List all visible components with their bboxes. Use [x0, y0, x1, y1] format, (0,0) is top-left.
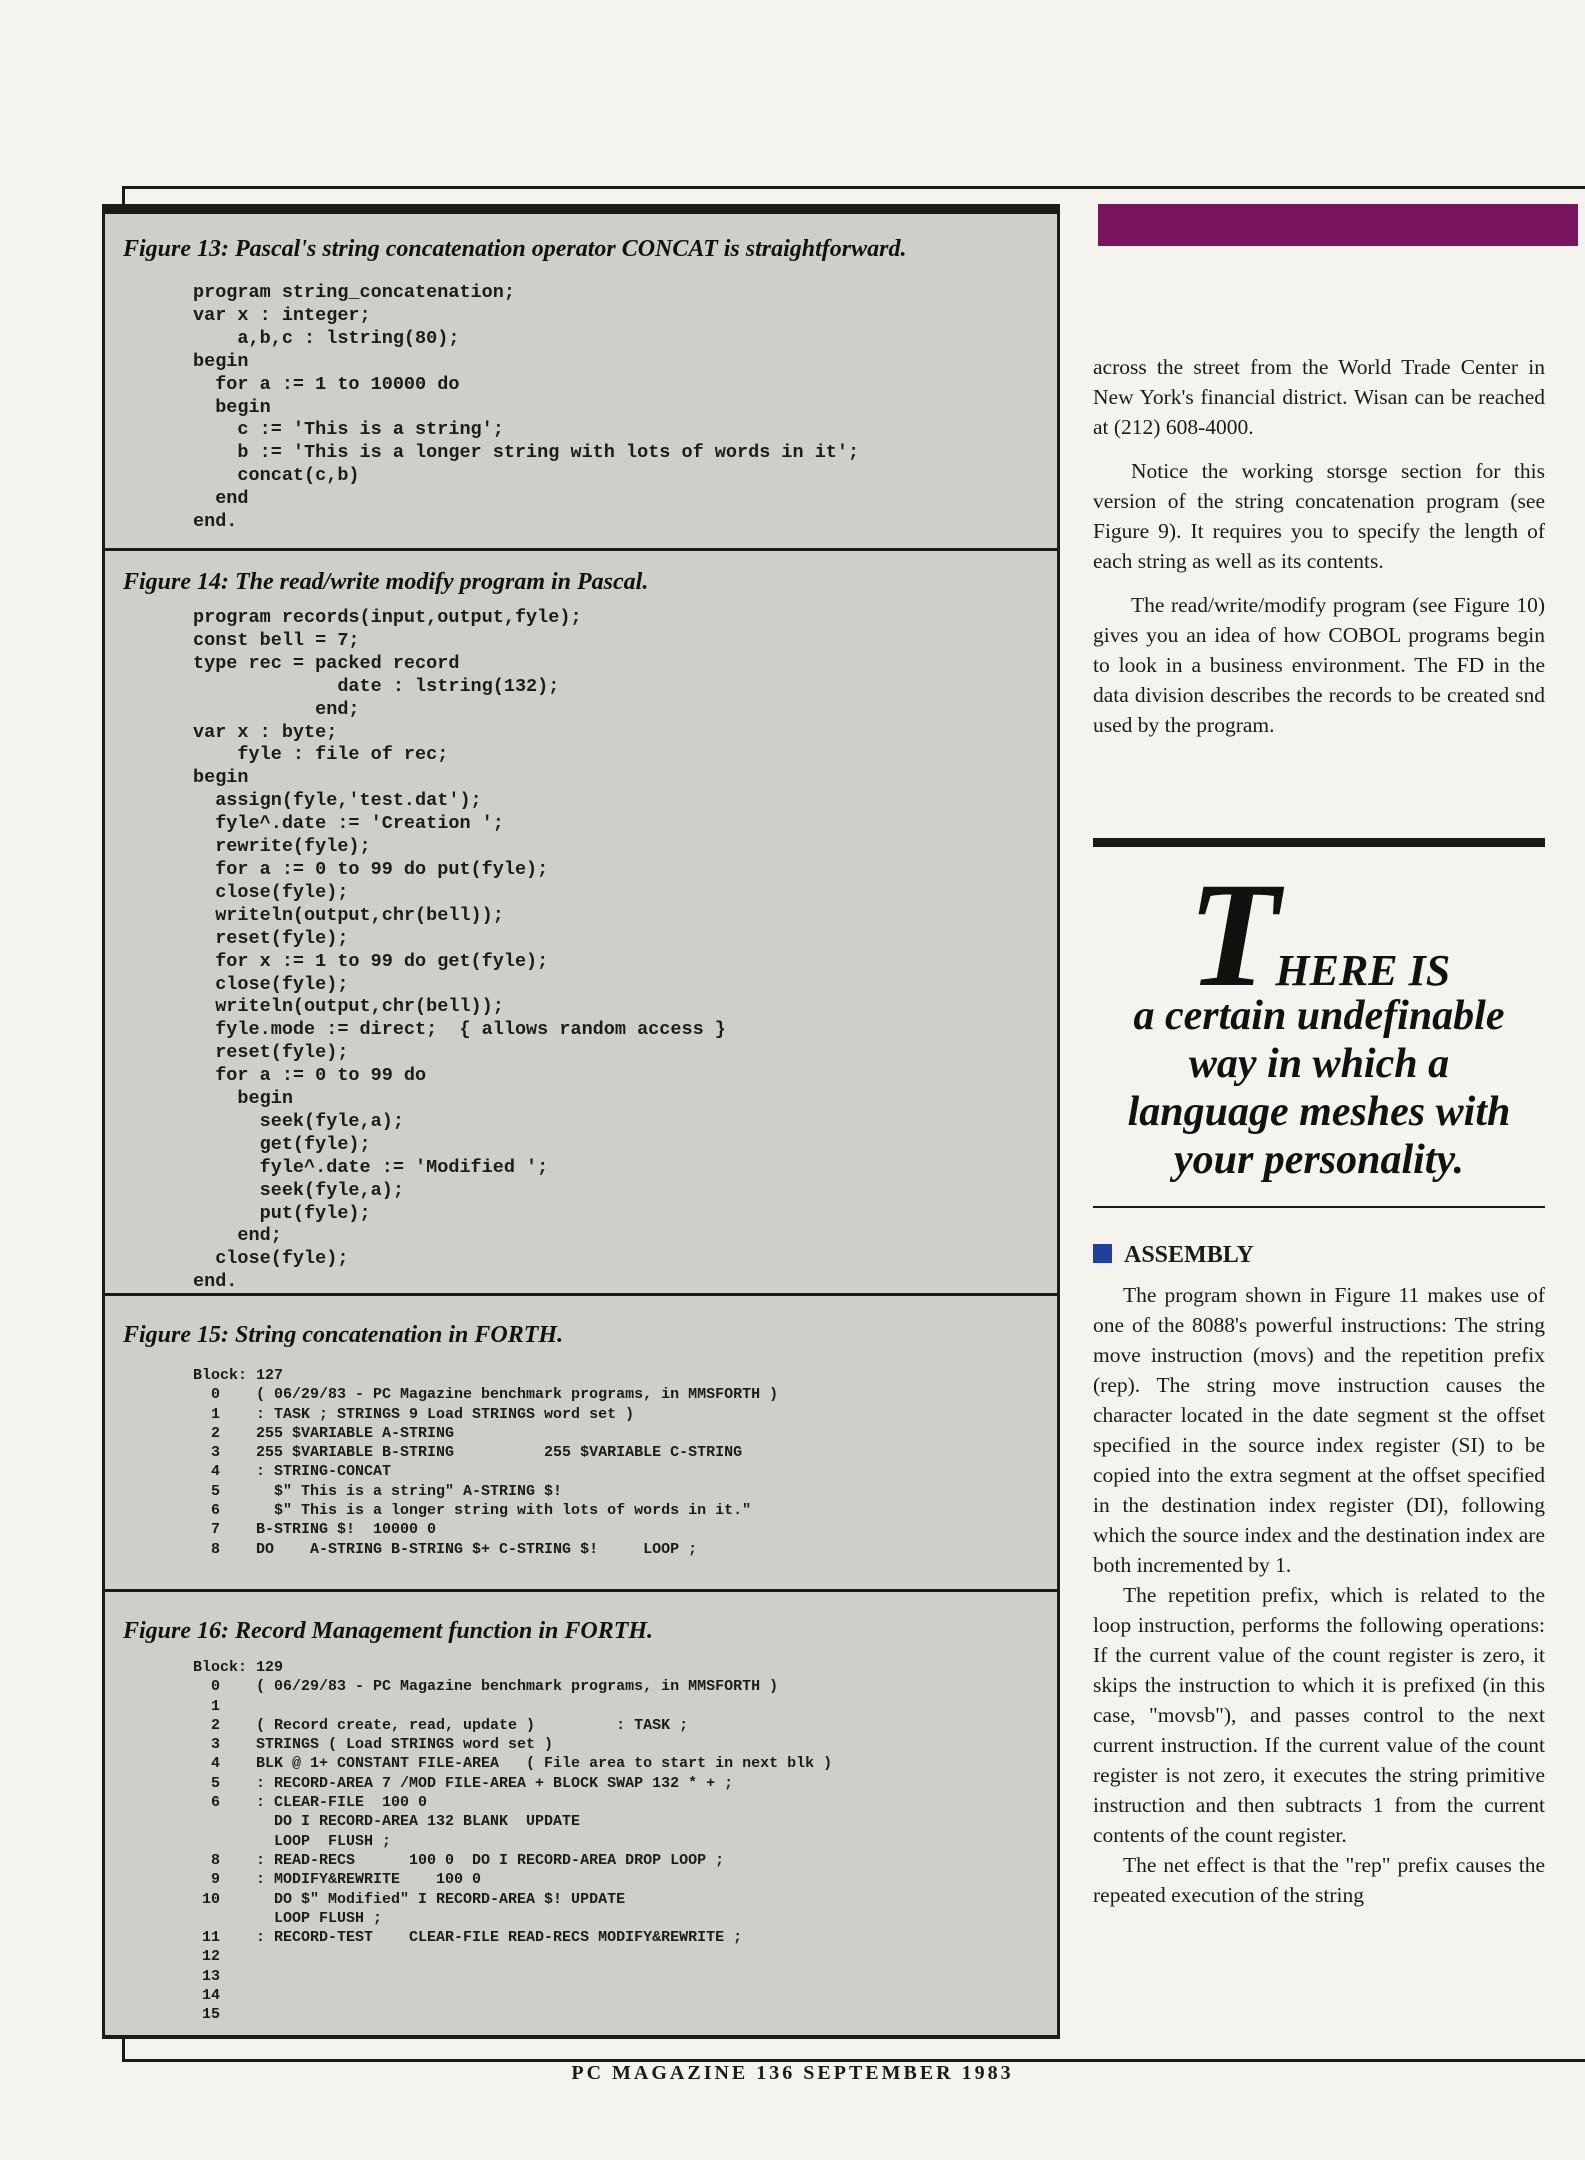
pullquote-top-rule [1093, 838, 1545, 847]
top-rule [122, 186, 1585, 189]
paragraph-5: The repetition prefix, which is related to the loop instruction, performs the following operations: If the current value of the count register is zero, it skips the instruction to which it is prefixed (in this case, "movsb"), and passes control to the next current instruction. If the current value of the count register is not zero, it executes the string primitive instruction and then subtracts 1 from the current contents of the count register. [1093, 1583, 1545, 1847]
figure-13-code: program string_concatenation; var x : integer; a,b,c : lstring(80); begin for a := 1 to 10000 do begin c := 'This is a string'; b := 'This is a longer string with lots of words in it'; concat(c,b) end end. [193, 282, 860, 533]
figure-16 [102, 1592, 1060, 2035]
figures-top-bar [102, 204, 1060, 214]
figure-13 [102, 214, 1060, 548]
figure-15 [102, 1296, 1060, 1589]
figures-bottom-bar [102, 2035, 1060, 2039]
paragraph-1: across the street from the World Trade Center in New York's financial district. Wisan can be reached at (212) 608-4000. [1093, 355, 1545, 439]
pull-quote-line-3: way in which a [1188, 1041, 1450, 1087]
bullet-square-icon [1093, 1244, 1112, 1263]
figure-16-caption: Figure 16: Record Management function in FORTH. [123, 1618, 654, 1644]
figure-16-code: Block: 129 0 ( 06/29/83 - PC Magazine benchmark programs, in MMSFORTH ) 1 2 ( Record create, read, update ) : TASK ; 3 STRINGS ( Load STRINGS word set ) 4 BLK @ 1+ CONSTANT FILE-AREA ( File area to start in next blk ) 5 : RECORD-AREA 7 /MOD FILE-AREA + BLOCK SWAP 132 * + ; 6 : CLEAR-FILE 100 0 DO I RECORD-AREA 132 BLANK UPDATE LOOP FLUSH ; 8 : READ-RECS 100 0 DO I RECORD-AREA DROP LOOP ; 9 : MODIFY&REWRITE 100 0 10 DO $" Modified" I RECORD-AREA $! UPDATE LOOP FLUSH ; 11 : RECORD-TEST CLEAR-FILE READ-RECS MODIFY&REWRITE ; 12 13 14 15 [193, 1659, 833, 2024]
paragraph-3: The read/write/modify program (see Figure 10) gives you an idea of how COBOL programs begin to look in a business environment. The FD in the data division describes the records to be created snd used by the program. [1093, 593, 1545, 737]
page-footer: PC MAGAZINE 136 SEPTEMBER 1983 [571, 2062, 1014, 2084]
figure-14-caption: Figure 14: The read/write modify program in Pascal. [123, 569, 649, 595]
figure-14 [102, 551, 1060, 1293]
article-upper [1093, 352, 1545, 740]
paragraph-4: The program shown in Figure 11 makes use of one of the 8088's powerful instructions: The string move instruction (movs) and the repetition prefix (rep). The string move instruction causes the character located in the date segment st the offset specified in the source index register (SI) to be copied into the extra segment at the offset specified in the destination index register (DI), following which the source index and the destination index are both incremented by 1. [1093, 1283, 1545, 1577]
pull-quote-line-5: your personality. [1173, 1137, 1465, 1183]
color-band [1098, 204, 1578, 246]
paragraph-6: The net effect is that the "rep" prefix causes the repeated execution of the string [1093, 1853, 1545, 1907]
pull-quote-line-4: language meshes with [1127, 1089, 1511, 1135]
pull-quote-line-2: a certain undefinable [1133, 993, 1505, 1039]
figure-15-caption: Figure 15: String concatenation in FORTH. [123, 1322, 564, 1348]
figure-14-code: program records(input,output,fyle); const bell = 7; type rec = packed record date : lstring(132); end; var x : byte; fyle : file of rec; begin assign(fyle,'test.dat'); fyle^.date := 'Creation '; rewrite(fyle); for a := 0 to 99 do put(fyle); close(fyle); writeln(output,chr(bell)); reset(fyle); for x := 1 to 99 do get(fyle); close(fyle); writeln(output,chr(bell)); fyle.mode := direct; { allows random access } reset(fyle); for a := 0 to 99 do begin seek(fyle,a); get(fyle); fyle^.date := 'Modified '; seek(fyle,a); put(fyle); end; close(fyle); end. [193, 607, 726, 1293]
section-heading-text: ASSEMBLY [1124, 1242, 1254, 1268]
article-lower [1093, 1280, 1545, 1910]
figure-15-code: Block: 127 0 ( 06/29/83 - PC Magazine benchmark programs, in MMSFORTH ) 1 : TASK ; STRINGS 9 Load STRINGS word set ) 2 255 $VARIABLE A-STRING 3 255 $VARIABLE B-STRING 255 $VARIABLE C-STRING 4 : STRING-CONCAT 5 $" This is a string" A-STRING $! 6 $" This is a longer string with lots of words in it." 7 B-STRING $! 10000 0 8 DO A-STRING B-STRING $+ C-STRING $! LOOP ; [193, 1367, 779, 1558]
section-heading [1093, 1242, 1254, 1269]
pull-quote-line-1: HERE IS [1275, 946, 1451, 995]
pullquote-bottom-rule [1093, 1206, 1545, 1208]
figure-13-caption: Figure 13: Pascal's string concatenation operator CONCAT is straightforward. [123, 236, 907, 262]
paragraph-2: Notice the working storsge section for this version of the string concatenation program (see Figure 9). It requires you to specify the length of each string as well as its contents. [1093, 459, 1545, 573]
pull-quote [1093, 852, 1545, 1184]
pull-quote-initial: T [1187, 852, 1276, 1018]
